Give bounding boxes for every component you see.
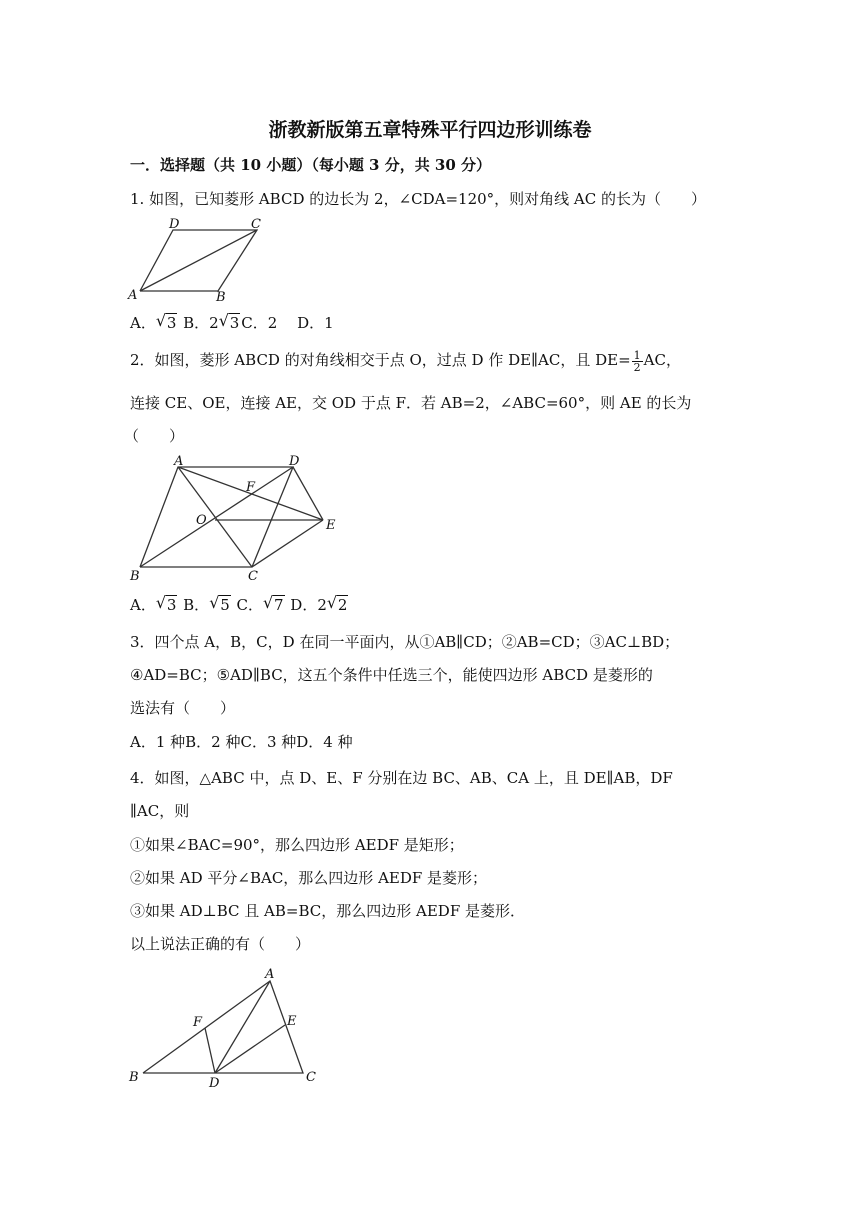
q2-stem-part2: AC， (643, 351, 681, 369)
q2-option-b-radicand: 5 (220, 596, 230, 614)
q1-option-a-prefix: A． (130, 314, 156, 332)
q3-options: A．1 种B．2 种C．3 种D．4 种 (130, 733, 353, 751)
q2-segment-de (293, 467, 323, 520)
q1-rhombus-figure (125, 212, 275, 304)
q4-stem-line2: ∥AC，则 (130, 802, 190, 820)
q2-option-d-radicand: 2 (337, 596, 348, 614)
q2-fraction (632, 350, 643, 373)
q2-stem-line1 (130, 349, 681, 373)
q4-stem-line1: 4．如图，△ABC 中，点 D、E、F 分别在边 BC、AB、CA 上，且 DE∥AB，DF (130, 769, 673, 787)
q2-stem-line3: （ ） (124, 427, 185, 445)
q2-fraction-denominator: 2 (633, 360, 641, 374)
q1-option-b-radicand: 3 (229, 314, 240, 332)
q2-label-a: A (174, 454, 184, 469)
q1-option-cd: C．2 D．1 (241, 314, 334, 332)
q4-statement-1: ①如果∠BAC=90°，那么四边形 AEDF 是矩形； (130, 836, 464, 854)
q4-segment-ad (215, 981, 270, 1073)
q1-label-a: A (128, 288, 138, 303)
q1-option-b-radical (220, 312, 241, 334)
q2-option-a-radical (157, 594, 178, 616)
q2-rhombus-figure (125, 455, 355, 585)
q2-label-o: O (196, 513, 207, 528)
q4-statement-3: ③如果 AD⊥BC 且 AB=BC，那么四边形 AEDF 是菱形． (130, 902, 526, 920)
q4-question: 以上说法正确的有（ ） (130, 935, 311, 953)
q2-diagonal-ac (178, 467, 252, 567)
q1-options (130, 312, 334, 334)
q2-option-b-prefix: B． (178, 596, 210, 614)
q2-option-c-radical (264, 594, 285, 616)
q4-segment-df (205, 1028, 215, 1073)
q2-label-c: C (248, 569, 258, 584)
q3-stem-line2: ④AD=BC；⑤AD∥BC，这五个条件中任选三个，能使四边形 ABCD 是菱形的 (130, 666, 653, 684)
q2-option-c-radicand: 7 (273, 596, 284, 614)
q1-label-d: D (169, 217, 180, 232)
q4-segment-de (215, 1025, 285, 1073)
q1-diagonal-ac (140, 230, 257, 291)
q2-stem-line2: 连接 CE、OE，连接 AE，交 OD 于点 F．若 AB=2，∠ABC=60°，则 AE 的长为 (130, 394, 692, 412)
q2-option-c-prefix: C． (231, 596, 263, 614)
q2-segment-ce (252, 520, 323, 567)
q2-stem-part1: 2．如图，菱形 ABCD 的对角线相交于点 O，过点 D 作 DE∥AC，且 DE= (130, 351, 631, 369)
q4-label-a: A (265, 967, 275, 982)
q3-stem-line1: 3．四个点 A，B，C，D 在同一平面内，从①AB∥CD；②AB=CD；③AC⊥BD； (130, 633, 680, 651)
q2-fraction-numerator: 1 (633, 348, 641, 362)
q2-option-a-prefix: A． (130, 596, 156, 614)
q4-label-e: E (287, 1014, 297, 1029)
q1-option-a-radicand: 3 (166, 314, 177, 332)
q2-label-b: B (130, 569, 140, 584)
q2-label-f: F (246, 480, 256, 495)
q2-option-d-radical (328, 594, 349, 616)
q4-statement-2: ②如果 AD 平分∠BAC，那么四边形 AEDF 是菱形； (130, 869, 488, 887)
q2-option-d-prefix: D．2 (285, 596, 327, 614)
q1-label-c: C (251, 217, 261, 232)
q4-label-f: F (193, 1015, 203, 1030)
q1-option-a-radical (157, 312, 178, 334)
page-title: 浙教新版第五章特殊平行四边形训练卷 (268, 119, 592, 141)
q1-label-b: B (216, 290, 226, 305)
q4-label-d: D (209, 1076, 220, 1091)
q2-options (130, 594, 349, 616)
section-heading: 一．选择题（共 10 小题）（每小题 3 分，共 30 分） (130, 156, 492, 174)
q4-triangle-figure (125, 963, 325, 1091)
q1-stem: 1. 如图，已知菱形 ABCD 的边长为 2，∠CDA=120°，则对角线 AC 的长为（ ） (130, 190, 707, 208)
q4-label-c: C (306, 1070, 316, 1085)
q2-option-b-radical (210, 594, 231, 616)
q2-label-e: E (326, 518, 336, 533)
q1-option-b-prefix: B．2 (178, 314, 219, 332)
q4-label-b: B (129, 1070, 139, 1085)
q3-stem-line3: 选法有（ ） (130, 699, 236, 717)
q2-label-d: D (289, 454, 300, 469)
q2-diagonal-bd (140, 467, 293, 567)
q2-option-a-radicand: 3 (166, 596, 177, 614)
